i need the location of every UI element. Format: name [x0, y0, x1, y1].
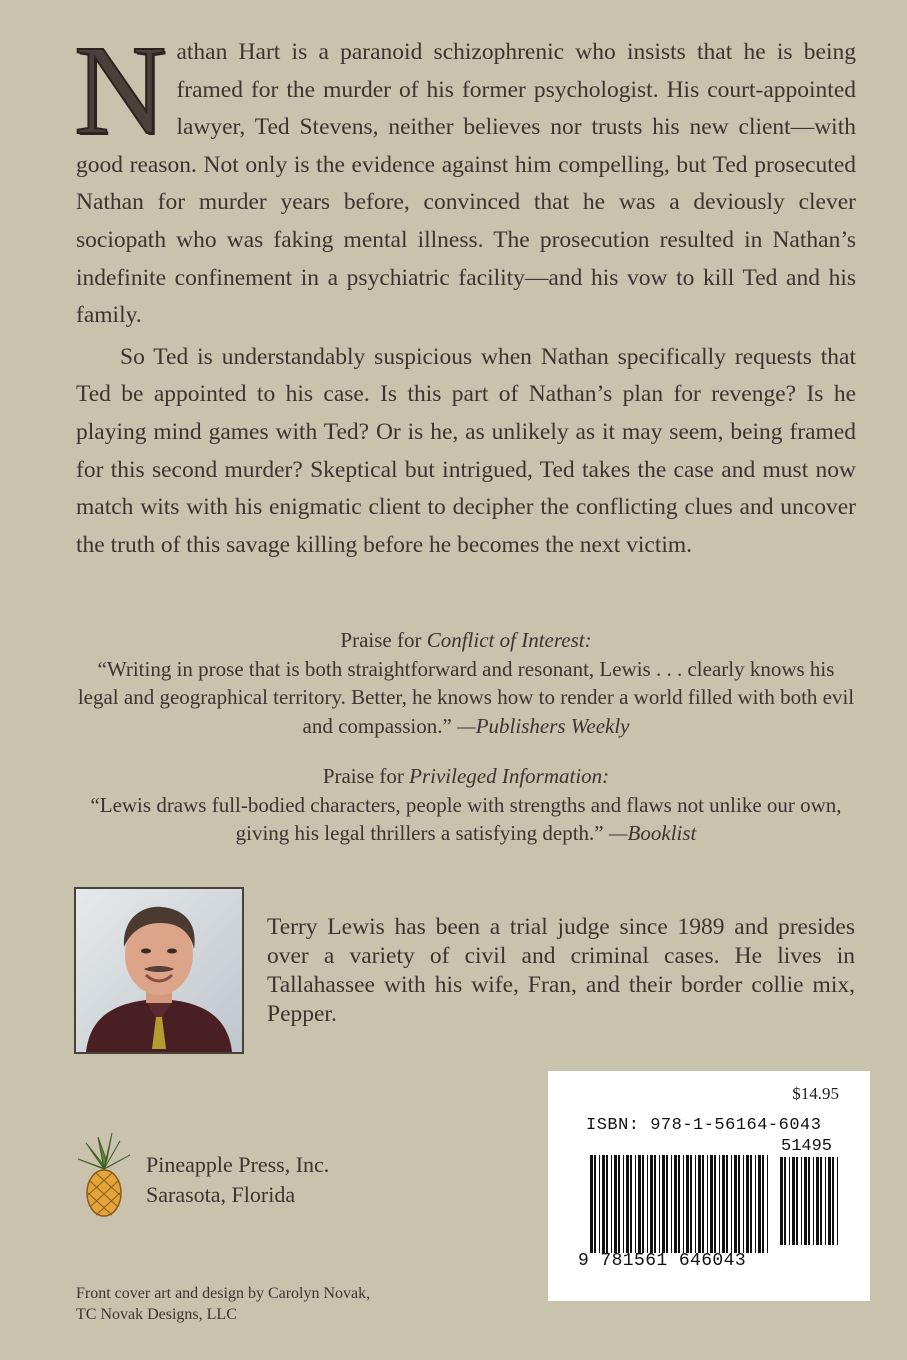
barcode-bar	[602, 1155, 605, 1253]
barcode-bar	[642, 1155, 644, 1253]
praise-source: —Booklist	[608, 821, 697, 845]
barcode-bar	[654, 1155, 656, 1253]
barcode-bar	[710, 1155, 713, 1253]
barcode-bar	[762, 1155, 764, 1253]
blurb-paragraph-2: So Ted is understandably suspicious when Nathan specifically requests that Ted be appointed to his case. Is this part of Nathan’s plan for revenge? Is he playing mind games with Ted? Or is he, as unlikely as it may seem, being framed for this second murder? Skeptical but intrigued, Ted takes the case and must now match wits with his enigmatic client to decipher the conflicting clues and uncover the truth of this savage killing before he becomes the next victim.	[76, 343, 856, 558]
author-bio: Terry Lewis has been a trial judge since 1989 and presides over a variety of civil and criminal cases. He lives in Tallahassee with his wife, Fran, and their border collie mix, Pepper.	[267, 914, 855, 1027]
barcode-bar	[808, 1157, 810, 1245]
barcode-bar	[734, 1155, 737, 1253]
praise-source: —Publishers Weekly	[457, 713, 630, 738]
barcode-bar	[635, 1155, 636, 1253]
barcode-bar	[837, 1157, 838, 1245]
barcode-bar	[683, 1155, 684, 1253]
barcode-panel	[548, 1071, 870, 1301]
addon-number: 51495	[781, 1137, 833, 1156]
praise-intro: Praise for	[340, 628, 427, 652]
barcode-bar	[722, 1155, 725, 1253]
cover-credits	[76, 1283, 370, 1325]
credits-line-2: TC Novak Designs, LLC	[76, 1306, 237, 1323]
blurb-paragraph-1	[74, 19, 856, 335]
praise-quote: “Writing in prose that is both straightforward and resonant, Lewis . . . clearly knows his legal and geographical territory. Better, he knows how to render a world filled with both evil and compassion.”	[77, 656, 855, 738]
barcode-bar	[618, 1155, 620, 1253]
barcode-bar	[746, 1155, 749, 1253]
barcode-bar	[666, 1155, 668, 1253]
barcode-bar	[738, 1155, 740, 1253]
barcode-bar	[678, 1155, 680, 1253]
barcode-bar	[726, 1155, 728, 1253]
barcode-bar	[590, 1155, 593, 1253]
author-portrait-illustration	[76, 889, 242, 1052]
barcode-bar	[606, 1155, 608, 1253]
publisher-name: Pineapple Press, Inc.	[146, 1152, 330, 1177]
praise-quote-wrapper	[76, 655, 856, 741]
drop-cap: N	[74, 19, 167, 161]
barcode-bar	[820, 1157, 822, 1245]
barcode-bar	[758, 1155, 761, 1253]
praise-intro: Praise for	[322, 764, 410, 788]
barcode-bar	[714, 1155, 716, 1253]
praise-book-title: Privileged Information:	[409, 764, 610, 788]
barcode-bar	[698, 1155, 701, 1253]
barcode-bar	[719, 1155, 720, 1253]
praise-quote-wrapper	[76, 791, 856, 848]
barcode-bar	[755, 1155, 756, 1253]
barcode-bar	[784, 1157, 786, 1245]
pineapple-icon	[74, 1129, 134, 1219]
barcode-bar	[594, 1155, 596, 1253]
ean-number: 9 781561 646043	[578, 1251, 747, 1271]
barcode-bar	[796, 1157, 798, 1245]
barcode-bar	[832, 1157, 834, 1245]
credits-line-1: Front cover art and design by Carolyn Novak,	[76, 1285, 371, 1302]
barcode-bar	[690, 1155, 692, 1253]
barcode-bar	[804, 1157, 807, 1245]
praise-block-1	[76, 626, 856, 740]
barcode-bar	[780, 1157, 783, 1245]
praise-quote: “Lewis draws full-bodied characters, people with strengths and flaws not unlike our own, giving his legal thrillers a satisfying depth.”	[90, 792, 842, 845]
barcode-bar	[750, 1155, 752, 1253]
barcode-bar	[695, 1155, 696, 1253]
author-photo	[74, 887, 244, 1054]
barcode-bar	[614, 1155, 617, 1253]
barcode-bar	[702, 1155, 704, 1253]
barcode-bar	[767, 1155, 768, 1253]
barcode-bar	[707, 1155, 708, 1253]
barcode-bar	[813, 1157, 814, 1245]
barcode-bar	[623, 1155, 624, 1253]
barcode-bar	[674, 1155, 677, 1253]
price-label: $14.95	[792, 1084, 839, 1103]
praise-book-title: Conflict of Interest:	[426, 628, 592, 652]
praise-block-2	[76, 762, 856, 848]
blurb-paragraph-1-text: athan Hart is a paranoid schizophrenic who insists that he is being framed for the murder of his former psychologist. His court-appointed lawyer, Ted Stevens, neither believes nor trusts his new client—with good reason. Not only is the evidence against him compelling, but Ted prosecuted Nathan for murder years before, convinced that he was a deviously clever sociopath who was faking mental illness. The prosecution resulted in Nathan’s indefinite confinement in a psychiatric facility—and his vow to kill Ted and his family.	[76, 39, 856, 329]
book-blurb	[74, 19, 856, 564]
barcode-bar	[743, 1155, 744, 1253]
isbn-label: ISBN: 978-1-56164-6043	[586, 1116, 822, 1135]
barcode-bar	[599, 1155, 600, 1253]
barcode-bar	[611, 1155, 612, 1253]
barcode-bar	[792, 1157, 795, 1245]
barcode-bar	[659, 1155, 660, 1253]
barcode-bar	[662, 1155, 665, 1253]
publisher-location: Sarasota, Florida	[146, 1182, 296, 1207]
barcode-bar	[650, 1155, 653, 1253]
barcode-bar	[828, 1157, 831, 1245]
barcode-bar	[626, 1155, 629, 1253]
barcode-bar	[638, 1155, 641, 1253]
barcode-bar	[686, 1155, 689, 1253]
barcode-bar	[825, 1157, 826, 1245]
barcode-bar	[789, 1157, 790, 1245]
barcode-bar	[816, 1157, 819, 1245]
barcode-bar	[731, 1155, 732, 1253]
barcode-bar	[671, 1155, 672, 1253]
barcode-bar	[630, 1155, 632, 1253]
publisher-info	[146, 1150, 329, 1210]
barcode-bar	[647, 1155, 648, 1253]
barcode-bar	[801, 1157, 802, 1245]
